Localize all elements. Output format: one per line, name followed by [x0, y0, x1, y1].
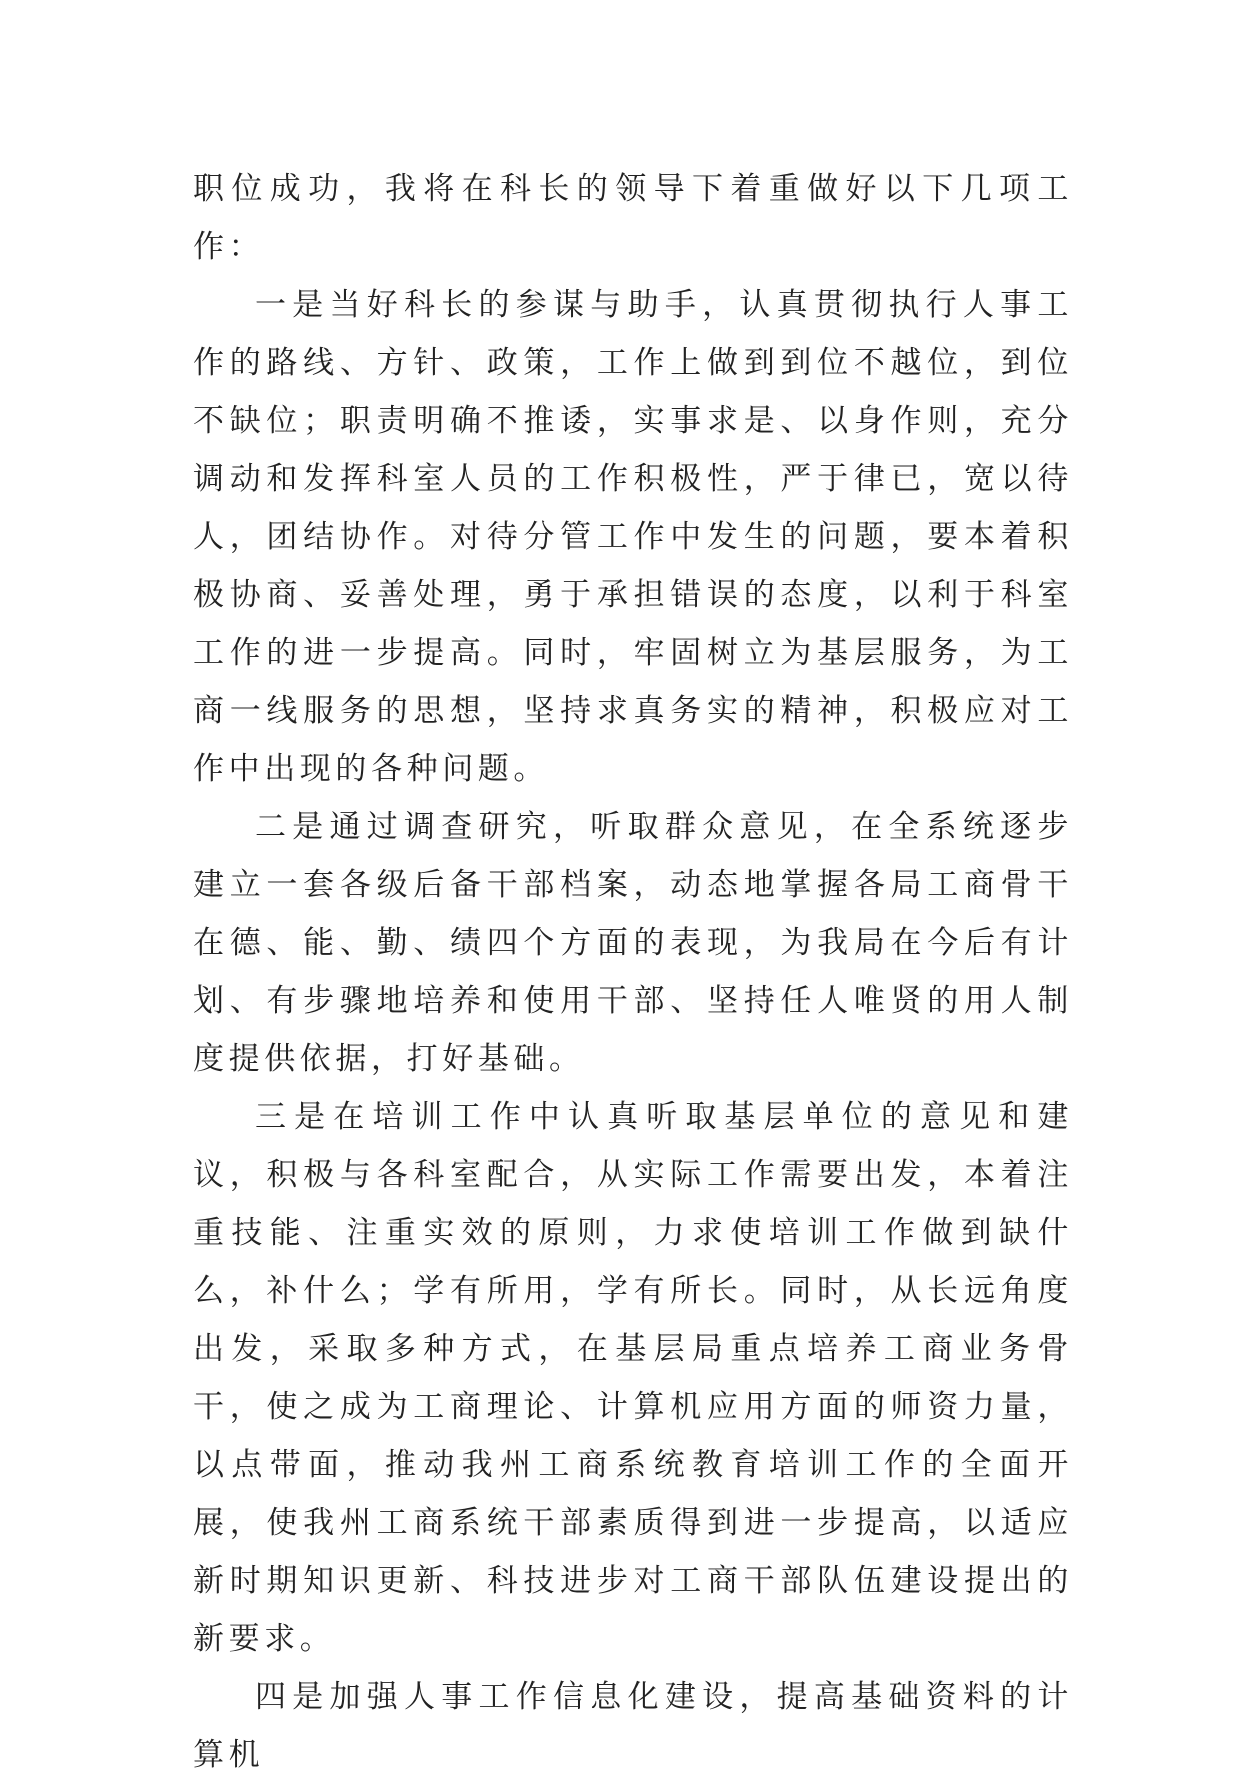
paragraph-continuation: 职位成功，我将在科长的领导下着重做好以下几项工作：: [193, 171, 1073, 265]
paragraph-item-one: 一是当好科长的参谋与助手，认真贯彻执行人事工作的路线、方针、政策，工作上做到到位不越位，到位不缺位；职责明确不推诿，实事求是、以身作则，充分调动和发挥科室人员的工作积极性，严于律已，宽以待人，团结协作。对待分管工作中发生的问题，要本着积极协商、妥善处理，勇于承担错误的态度，以利于科室工作的进一步提高。同时，牢固树立为基层服务，为工商一线服务的思想，坚持求真务实的精神，积极应对工作中出现的各种问题。: [193, 287, 1073, 787]
body-text: [193, 160, 1073, 1784]
paragraph-item-three: 三是在培训工作中认真听取基层单位的意见和建议，积极与各科室配合，从实际工作需要出发，本着注重技能、注重实效的原则，力求使培训工作做到缺什么，补什么；学有所用，学有所长。同时，从长远角度出发，采取多种方式，在基层局重点培养工商业务骨干，使之成为工商理论、计算机应用方面的师资力量，以点带面，推动我州工商系统教育培训工作的全面开展，使我州工商系统干部素质得到进一步提高，以适应新时期知识更新、科技进步对工商干部队伍建设提出的新要求。: [193, 1099, 1073, 1657]
paragraph-item-two: 二是通过调查研究，听取群众意见，在全系统逐步建立一套各级后备干部档案，动态地掌握各局工商骨干在德、能、勤、绩四个方面的表现，为我局在今后有计划、有步骤地培养和使用干部、坚持任人唯贤的用人制度提供依据，打好基础。: [193, 809, 1073, 1077]
paragraph-item-four: 四是加强人事工作信息化建设，提高基础资料的计算机: [193, 1679, 1073, 1773]
